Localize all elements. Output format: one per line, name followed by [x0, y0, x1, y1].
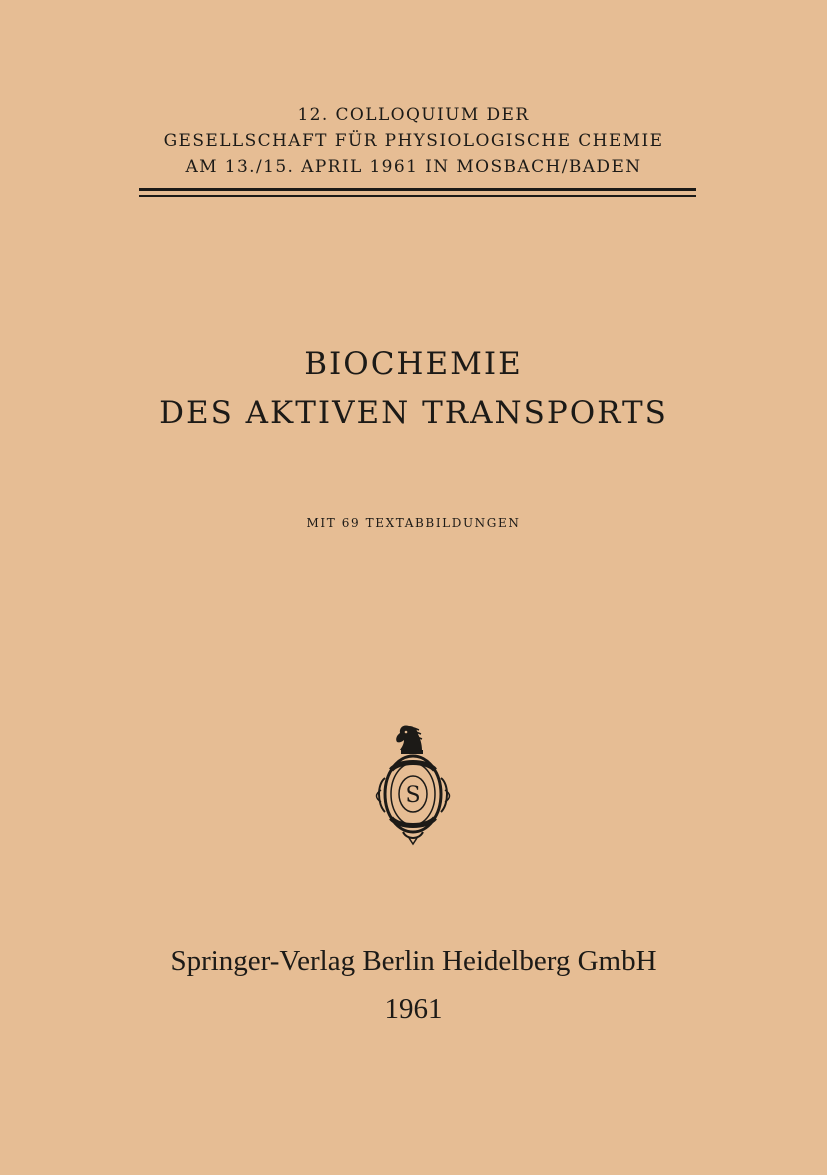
title-line-1: BIOCHEMIE — [304, 346, 523, 382]
publisher-name: Springer-Verlag Berlin Heidelberg GmbH — [170, 945, 657, 977]
header-line-3: AM 13./15. APRIL 1961 IN MOSBACH/BADEN — [185, 157, 642, 177]
header-line-1: 12. COLLOQUIUM DER — [297, 105, 530, 125]
colloquium-header — [0, 102, 827, 180]
header-rule-thick — [139, 188, 696, 191]
springer-knight-emblem-icon — [373, 718, 453, 848]
subtitle: MIT 69 TEXTABBILDUNGEN — [306, 516, 521, 530]
title-line-2: DES AKTIVEN TRANSPORTS — [159, 395, 668, 431]
publisher-block — [0, 937, 827, 1033]
emblem-monogram: S — [405, 783, 421, 808]
header-line-2: GESELLSCHAFT FÜR PHYSIOLOGISCHE CHEMIE — [163, 131, 664, 151]
book-title — [0, 340, 827, 438]
publication-year: 1961 — [384, 993, 443, 1025]
header-rule-thin — [139, 195, 696, 197]
